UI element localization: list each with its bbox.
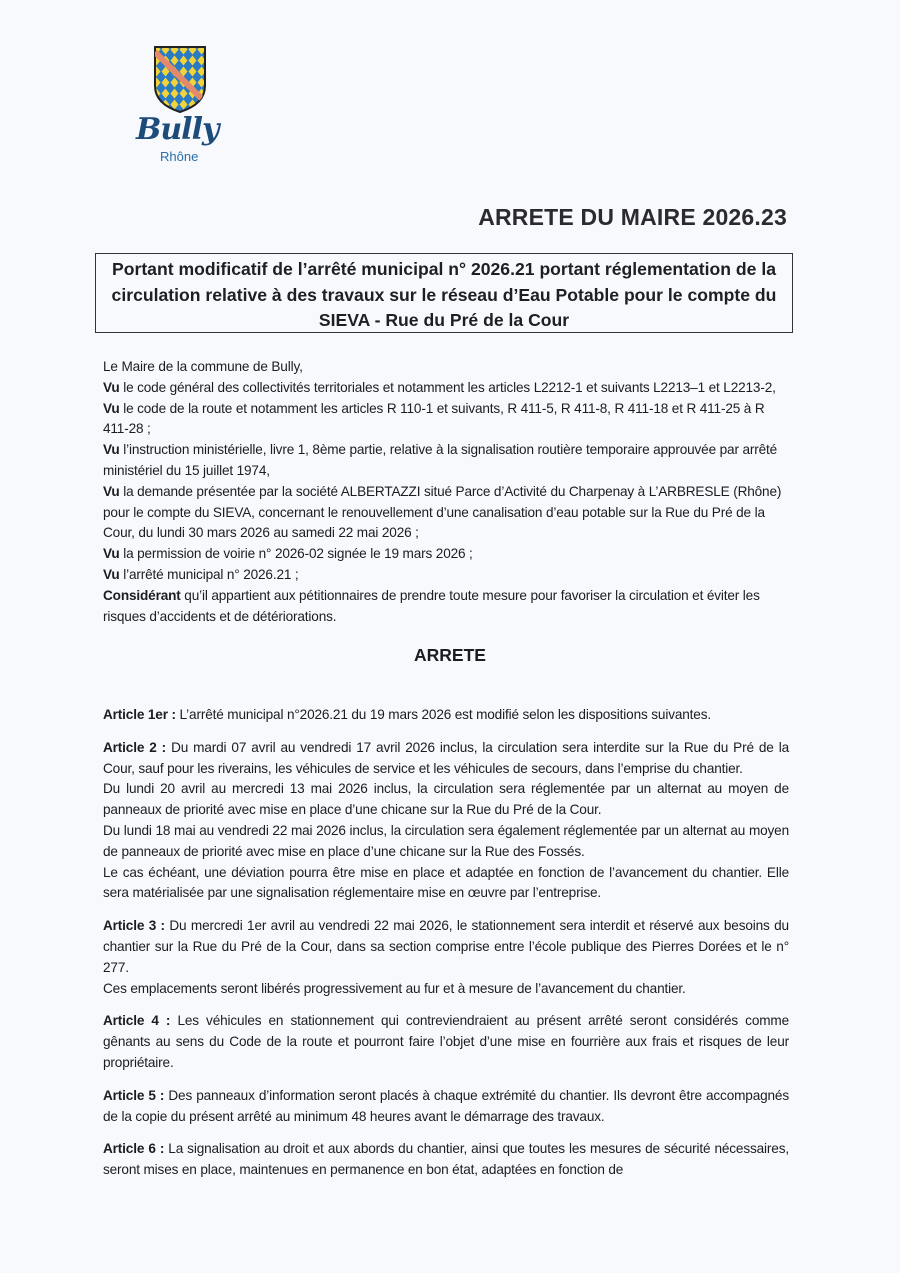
decree-heading: ARRETE — [414, 645, 486, 665]
subject-box: Portant modificatif de l’arrêté municipal n° 2026.21 portant réglementation de la circulation relative à des travaux sur le réseau d’Eau Potable pour le compte du SIEVA - Rue du Pré de la Cour — [95, 253, 793, 333]
article-paragraph — [103, 779, 789, 821]
article-paragraph — [103, 821, 789, 863]
article-paragraph — [103, 1139, 789, 1181]
article-label: Article 4 : — [103, 1013, 171, 1029]
preamble-text: Le Maire de la commune de Bully, — [103, 359, 303, 374]
article-6 — [103, 1139, 789, 1181]
preamble-line — [103, 357, 789, 378]
preamble-keyword: Vu — [103, 566, 120, 582]
preamble-line — [103, 378, 789, 399]
preamble-line — [103, 544, 789, 565]
coat-of-arms-icon — [152, 44, 208, 114]
article-label: Article 2 : — [103, 739, 167, 755]
article-5 — [103, 1086, 789, 1128]
article-text: Du lundi 18 mai au vendredi 22 mai 2026 inclus, la circulation sera également réglementée par un alternat au moyen de panneaux de priorité avec mise en place d’une chicane sur la Rue des Fossés. — [103, 822, 789, 859]
logo-wordmark: Bully — [136, 112, 219, 147]
article-text: Ces emplacements seront libérés progressivement au fur et à mesure de l’avancement du chantier. — [103, 980, 686, 996]
articles — [103, 705, 789, 1193]
article-paragraph — [103, 979, 789, 1000]
article-text: Du mardi 07 avril au vendredi 17 avril 2026 inclus, la circulation sera interdite sur la Rue du Pré de la Cour, sauf pour les riverains, les véhicules de service et les véhicules de secours, dans l’emprise du chantier. — [103, 739, 789, 776]
article-text: Des panneaux d’information seront placés à chaque extrémité du chantier. Ils devront être accompagnés de la copie du présent arrêté au minimum 48 heures avant le démarrage des travaux. — [103, 1087, 789, 1124]
article-text: Les véhicules en stationnement qui contreviendraient au présent arrêté seront considérés comme gênants au sens du Code de la route et pourront faire l’objet d’une mise en fourrière aux frais et risques de leur propriétaire. — [103, 1013, 789, 1070]
preamble — [103, 357, 789, 627]
logo-region: Rhône — [160, 149, 199, 164]
article-label: Article 5 : — [103, 1087, 165, 1103]
article-label: Article 3 : — [103, 918, 165, 934]
article-3 — [103, 916, 789, 999]
article-text: L’arrêté municipal n°2026.21 du 19 mars 2026 est modifié selon les dispositions suivantes. — [179, 707, 711, 722]
article-text: La signalisation au droit et aux abords du chantier, ainsi que toutes les mesures de sécurité nécessaires, seront mises en place, maintenues en permanence en bon état, adaptées en fonction de — [103, 1141, 789, 1178]
preamble-line — [103, 565, 789, 586]
preamble-text: l’instruction ministérielle, livre 1, 8ème partie, relative à la signalisation routière temporaire approuvée par arrêté ministériel du 15 juillet 1974, — [103, 442, 778, 478]
article-paragraph — [103, 916, 789, 978]
article-4 — [103, 1011, 789, 1073]
preamble-text: le code de la route et notamment les articles R 110-1 et suivants, R 411-5, R 411-8, R 411-18 et R 411-25 à R 411-28 ; — [103, 400, 765, 437]
article-paragraph — [103, 863, 789, 905]
article-1 — [103, 705, 789, 726]
article-label: Article 6 : — [103, 1141, 165, 1157]
preamble-keyword: Vu — [103, 546, 120, 562]
preamble-text: la permission de voirie n° 2026-02 signée le 19 mars 2026 ; — [119, 546, 473, 562]
article-2 — [103, 738, 789, 904]
article-text: Du lundi 20 avril au mercredi 13 mai 2026 inclus, la circulation sera réglementée par un alternat au moyen de panneaux de priorité avec mise en place d’une chicane sur la Rue du Pré de la Cour. — [103, 781, 789, 818]
article-paragraph — [103, 1011, 789, 1073]
preamble-text: la demande présentée par la société ALBERTAZZI situé Parce d’Activité du Charpenay à L’ARBRESLE (Rhône) pour le compte du SIEVA, concernant le renouvellement d’une canalisation d’eau potable sur la Rue du Pré de la Cour, du lundi 30 mars 2026 au samedi 22 mai 2026 ; — [103, 483, 782, 541]
preamble-keyword: Considérant — [103, 587, 181, 603]
municipal-logo — [132, 44, 242, 169]
preamble-keyword: Vu — [103, 400, 120, 416]
preamble-keyword: Vu — [103, 442, 120, 458]
document-title: ARRETE DU MAIRE 2026.23 — [478, 204, 787, 230]
article-text: Le cas échéant, une déviation pourra être mise en place et adaptée en fonction de l’avancement du chantier. Elle sera matérialisée par une signalisation réglementaire mise en œuvre par l’entreprise. — [103, 864, 789, 901]
preamble-line — [103, 586, 789, 628]
preamble-line — [103, 482, 789, 544]
preamble-text: le code général des collectivités territoriales et notamment les articles L2212-1 et suivants L2213–1 et L2213-2, — [119, 379, 776, 395]
preamble-text: l’arrêté municipal n° 2026.21 ; — [119, 566, 299, 582]
article-paragraph — [103, 705, 789, 726]
preamble-text: qu’il appartient aux pétitionnaires de prendre toute mesure pour favoriser la circulation et éviter les risques d’accidents et de détériorations. — [103, 587, 760, 624]
preamble-line — [103, 399, 789, 441]
article-paragraph — [103, 1086, 789, 1128]
article-text: Du mercredi 1er avril au vendredi 22 mai 2026, le stationnement sera interdit et réservé aux besoins du chantier sur la Rue du Pré de la Cour, dans sa section comprise entre l’école publique des Pierres Dorées et le n° 277. — [103, 918, 789, 975]
article-label: Article 1er : — [103, 707, 176, 722]
preamble-line — [103, 440, 789, 482]
preamble-keyword: Vu — [103, 379, 120, 395]
preamble-keyword: Vu — [103, 483, 120, 499]
article-paragraph — [103, 738, 789, 780]
